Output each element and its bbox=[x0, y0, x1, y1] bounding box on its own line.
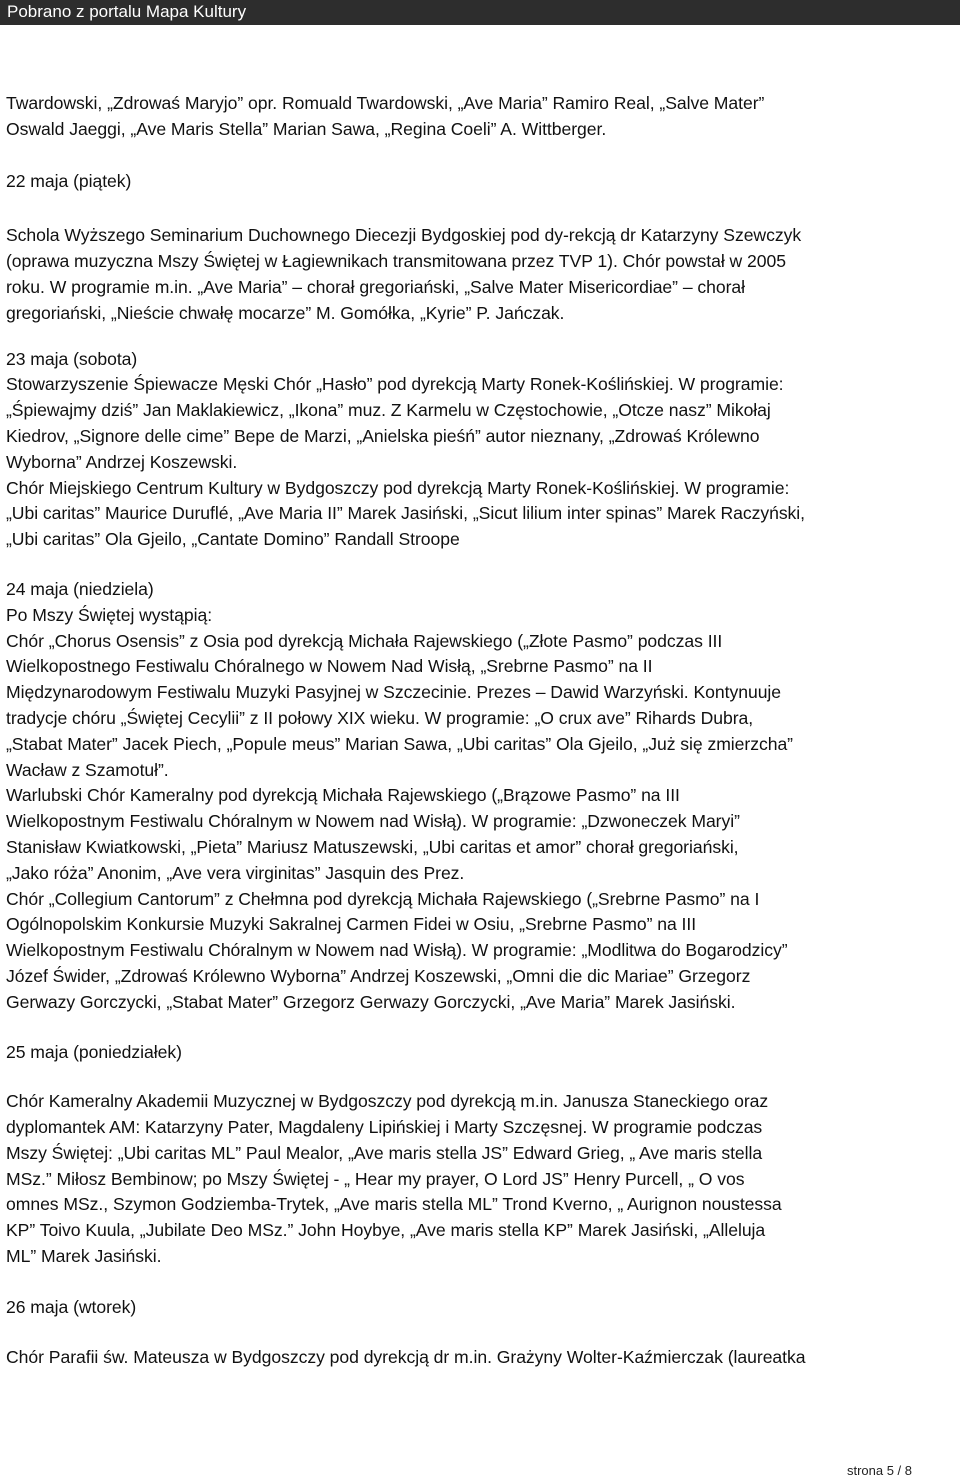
text-line: Mszy Świętej: „Ubi caritas ML” Paul Mealor, „Ave maris stella JS” Edward Grieg, „ Ave maris stella bbox=[6, 1142, 763, 1163]
paragraph-5 bbox=[6, 1040, 956, 1066]
paragraph-3 bbox=[6, 347, 956, 553]
text-line: (oprawa muzyczna Mszy Świętej w Łagiewnikach transmitowana przez TVP 1). Chór powstał w 2005 bbox=[6, 251, 786, 272]
text-line: Chór „Chorus Osensis” z Osia pod dyrekcją Michała Rajewskiego („Złote Pasmo” podczas III bbox=[6, 630, 723, 651]
text-line: Kiedrov, „Signore delle cime” Bepe de Marzi, „Anielska pieśń” autor nieznany, „Zdrowaś Królewno bbox=[6, 425, 760, 446]
text-line: Chór Kameralny Akademii Muzycznej w Bydgoszczy pod dyrekcją m.in. Janusza Staneckiego oraz bbox=[6, 1091, 769, 1112]
date-heading: 22 maja (piątek) bbox=[6, 170, 132, 191]
text-line: MSz.” Miłosz Bembinow; po Mszy Świętej - „ Hear my prayer, O Lord JS” Henry Purcell, „ O vos bbox=[6, 1168, 745, 1189]
paragraph-6 bbox=[6, 1089, 956, 1270]
text-line: Wyborna” Andrzej Koszewski. bbox=[6, 451, 238, 472]
text-line: Wielkopostnym Festiwalu Chóralnym w Nowem nad Wisłą). W programie: „Dzwoneczek Maryi” bbox=[6, 811, 740, 832]
paragraph-2 bbox=[6, 223, 956, 326]
text-line: „Ubi caritas” Ola Gjeilo, „Cantate Domino” Randall Stroope bbox=[6, 529, 460, 550]
paragraph-1 bbox=[6, 169, 956, 195]
date-heading: 23 maja (sobota) bbox=[6, 348, 138, 369]
date-heading: 26 maja (wtorek) bbox=[6, 1296, 137, 1317]
paragraph-4 bbox=[6, 577, 956, 1016]
paragraph-0 bbox=[6, 91, 956, 143]
text-line: „Jako róża” Anonim, „Ave vera virginitas” Jasquin des Prez. bbox=[6, 862, 465, 883]
text-line: Wielkopostnym Festiwalu Chóralnym w Nowem nad Wisłą). W programie: „Modlitwa do Bogarodzicy” bbox=[6, 940, 788, 961]
text-line: Ogólnopolskim Konkursie Muzyki Sakralnej Carmen Fidei w Osiu, „Srebrne Pasmo” na III bbox=[6, 914, 697, 935]
text-line: ML” Marek Jasiński. bbox=[6, 1246, 162, 1267]
text-line: Twardowski, „Zdrowaś Maryjo” opr. Romuald Twardowski, „Ave Maria” Ramiro Real, „Salve Mater” bbox=[6, 93, 765, 113]
text-line: roku. W programie m.in. „Ave Maria” – chorał gregoriański, „Salve Mater Misericordiae” – chorał bbox=[6, 276, 746, 297]
text-line: dyplomantek AM: Katarzyny Pater, Magdaleny Lipińskiej i Marty Szczęsnej. W programie podczas bbox=[6, 1117, 763, 1138]
text-line: Po Mszy Świętej wystąpią: bbox=[6, 604, 213, 625]
pdf-header-bar bbox=[0, 0, 960, 25]
text-line: Stanisław Kwiatkowski, „Pieta” Mariusz Matuszewski, „Ubi caritas et amor” chorał gregoriański, bbox=[6, 836, 739, 857]
text-line: Międzynarodowym Festiwalu Muzyki Pasyjnej w Szczecinie. Prezes – Dawid Warzyński. Kontynuuje bbox=[6, 682, 782, 703]
text-line: Chór Parafii św. Mateusza w Bydgoszczy pod dyrekcją dr m.in. Grażyny Wolter-Kaźmierczak (laureatka bbox=[6, 1346, 806, 1367]
text-line: KP” Toivo Kuula, „Jubilate Deo MSz.” John Hoybye, „Ave maris stella KP” Marek Jasiński, „Alleluja bbox=[6, 1220, 766, 1241]
text-line: „Ubi caritas” Maurice Duruflé, „Ave Maria II” Marek Jasiński, „Sicut lilium inter spinas” Marek Raczyński, bbox=[6, 503, 806, 524]
date-heading: 25 maja (poniedziałek) bbox=[6, 1041, 182, 1062]
paragraph-8 bbox=[6, 1345, 956, 1371]
text-line: Józef Świder, „Zdrowaś Królewno Wyborna” Andrzej Koszewski, „Omni die dic Mariae” Grzegorz bbox=[6, 965, 751, 986]
text-line: Gerwazy Gorczycki, „Stabat Mater” Grzegorz Gerwazy Gorczycki, „Ave Maria” Marek Jasiński. bbox=[6, 991, 736, 1012]
text-line: Oswald Jaeggi, „Ave Maris Stella” Marian Sawa, „Regina Coeli” A. Wittberger. bbox=[6, 118, 607, 139]
text-line: tradycje chóru „Świętej Cecylii” z II połowy XIX wieku. W programie: „O crux ave” Rihards Dubra, bbox=[6, 707, 754, 728]
text-line: Chór „Collegium Cantorum” z Chełmna pod dyrekcją Michała Rajewskiego („Srebrne Pasmo” na I bbox=[6, 888, 760, 909]
document-body bbox=[6, 91, 956, 1370]
text-line: „Stabat Mater” Jacek Piech, „Popule meus” Marian Sawa, „Ubi caritas” Ola Gjeilo, „Już się zmierzcha” bbox=[6, 733, 793, 754]
text-line: Wacław z Szamotuł”. bbox=[6, 759, 169, 780]
text-line: Schola Wyższego Seminarium Duchownego Diecezji Bydgoskiej pod dy-rekcją dr Katarzyny Szewczyk bbox=[6, 225, 802, 246]
text-line: Warlubski Chór Kameralny pod dyrekcją Michała Rajewskiego („Brązowe Pasmo” na III bbox=[6, 785, 680, 806]
text-line: Stowarzyszenie Śpiewacze Męski Chór „Hasło” pod dyrekcją Marty Ronek-Koślińskiej. W programie: bbox=[6, 374, 784, 395]
header-title: Pobrano z portalu Mapa Kultury bbox=[7, 2, 247, 21]
text-line: „Śpiewajmy dziś” Jan Maklakiewicz, „Ikona” muz. Z Karmelu w Częstochowie, „Otcze nasz” Mikołaj bbox=[6, 400, 771, 421]
date-heading: 24 maja (niedziela) bbox=[6, 578, 154, 599]
paragraph-7 bbox=[6, 1295, 956, 1321]
text-line: gregoriański, „Nieście chwałę mocarze” M. Gomółka, „Kyrie” P. Jańczak. bbox=[6, 302, 565, 323]
text-line: Chór Miejskiego Centrum Kultury w Bydgoszczy pod dyrekcją Marty Ronek-Koślińskiej. W programie: bbox=[6, 477, 790, 498]
text-line: Wielkopostnego Festiwalu Chóralnego w Nowem Nad Wisłą, „Srebrne Pasmo” na II bbox=[6, 656, 653, 677]
text-line: omnes MSz., Szymon Godziemba-Trytek, „Ave maris stella ML” Trond Kverno, „ Aurignon noustessa bbox=[6, 1194, 782, 1215]
page-number: strona 5 / 8 bbox=[846, 1463, 912, 1478]
